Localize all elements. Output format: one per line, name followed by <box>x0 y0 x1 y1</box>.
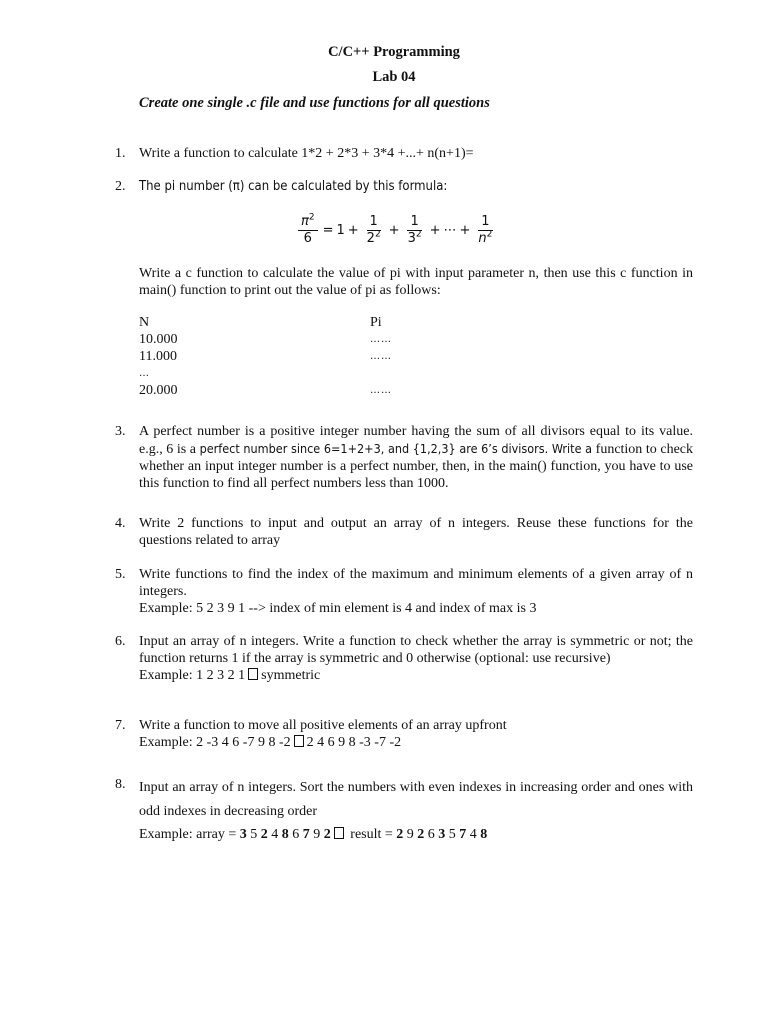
array-element: 2 <box>323 827 331 842</box>
array-element: 8 <box>281 827 289 842</box>
array-element: 3 <box>239 827 247 842</box>
pi-formula: $\frac{\pi^2}{6}$ = 1 + $\frac{1}{2^2}$ + $\frac{1}{3^2}$ + ⋯ + $\frac{1}{n^2}$ <box>296 210 497 250</box>
question-2-description <box>115 265 693 299</box>
array-element: 9 <box>309 827 324 842</box>
question-example: Example: 1 2 3 2 1 symmetric <box>139 668 321 683</box>
pi-output-table <box>139 314 439 399</box>
question-3 <box>115 423 693 492</box>
table-row: 11.000 …… <box>139 349 392 364</box>
array-element: 8 <box>480 827 488 842</box>
array-element: 6 <box>424 827 439 842</box>
question-example: Example: 5 2 3 9 1 --> index of min element is 4 and index of max is 3 <box>139 601 537 616</box>
formula-term-2: $\frac{1}{3^2}$ <box>407 213 422 246</box>
formula-term-n: $\frac{1}{n^2}$ <box>478 213 493 246</box>
missing-glyph-icon <box>248 668 258 680</box>
header-n: N <box>139 315 150 330</box>
array-element: 7 <box>302 827 310 842</box>
question-example: Example: 2 -3 4 6 -7 9 8 -2 2 4 6 9 8 -3 -7 -2 <box>139 735 402 750</box>
example-result <box>396 827 487 842</box>
header-pi: Pi <box>370 315 382 330</box>
missing-glyph-icon <box>294 735 304 747</box>
array-element: 5 <box>246 827 261 842</box>
table-row: … <box>139 368 150 379</box>
question-number: 6. <box>115 634 126 649</box>
question-number: 4. <box>115 516 126 531</box>
array-element: 9 <box>403 827 418 842</box>
question-example: Example: array = 3 5 2 4 8 6 7 9 2 result = 2 9 2 6 3 5 7 4 8 <box>139 827 488 842</box>
question-4 <box>115 515 693 549</box>
course-title: C/C++ Programming <box>328 44 460 60</box>
question-5 <box>115 566 693 617</box>
missing-glyph-icon <box>334 827 344 839</box>
question-1 <box>115 145 693 162</box>
question-text: Write functions to find the index of the maximum and minimum elements of a given array of n integers. <box>139 567 693 599</box>
array-element: 6 <box>288 827 303 842</box>
array-element: 2 <box>260 827 268 842</box>
question-7 <box>115 717 693 751</box>
array-element: 4 <box>466 827 481 842</box>
question-number: 7. <box>115 718 126 733</box>
question-text: A perfect number is a positive integer number having the sum of all divisors equal to its value. e.g., 6 is a perfect number since 6=1+2+3, and {1,2,3} are 6’s divisors. Write a function to check whether an input integer number is a perfect number, then, in the main() function, you have to use this function to find all perfect numbers less than 1000. <box>139 424 694 491</box>
question-text: Write a c function to calculate the value of pi with input parameter n, then use this c function in main() function to print out the value of pi as follows: <box>139 266 693 298</box>
question-number: 1. <box>115 146 126 161</box>
table-header <box>139 314 439 331</box>
formula-term-1: $\frac{1}{2^2}$ <box>366 213 381 246</box>
question-text: Input an array of n integers. Sort the numbers with even indexes in increasing order and ones with odd indexes in decreasing order <box>139 780 693 819</box>
question-text: Write a function to calculate 1*2 + 2*3 + 3*4 +...+ n(n+1)= <box>139 146 474 161</box>
table-row: 10.000 …… <box>139 332 392 347</box>
question-number: 5. <box>115 567 126 582</box>
array-element: 3 <box>438 827 446 842</box>
array-element: 7 <box>459 827 467 842</box>
question-text: The pi number (π) can be calculated by this formula: <box>139 179 448 194</box>
question-text: Write a function to move all positive elements of an array upfront <box>139 718 507 733</box>
array-element: 5 <box>445 827 460 842</box>
question-number: 3. <box>115 424 126 439</box>
question-text: Input an array of n integers. Write a function to check whether the array is symmetric or not; the function returns 1 if the array is symmetric and 0 otherwise (optional: use recursive) <box>139 634 693 666</box>
array-element: 4 <box>267 827 282 842</box>
example-array <box>240 827 331 842</box>
formula-lhs: $\frac{\pi^2}{6}$ <box>298 214 318 247</box>
question-number: 2. <box>115 179 126 194</box>
instruction-subtitle: Create one single .c file and use functions for all questions <box>139 95 490 111</box>
table-row: 20.000 …… <box>139 383 392 398</box>
question-6 <box>115 633 693 684</box>
array-element: 2 <box>396 827 404 842</box>
question-2 <box>115 178 693 195</box>
array-element: 2 <box>417 827 425 842</box>
question-8 <box>115 776 693 843</box>
lab-title: Lab 04 <box>372 69 416 85</box>
question-number: 8. <box>115 777 126 792</box>
question-text: Write 2 functions to input and output an array of n integers. Reuse these functions for the questions related to array <box>139 516 693 548</box>
